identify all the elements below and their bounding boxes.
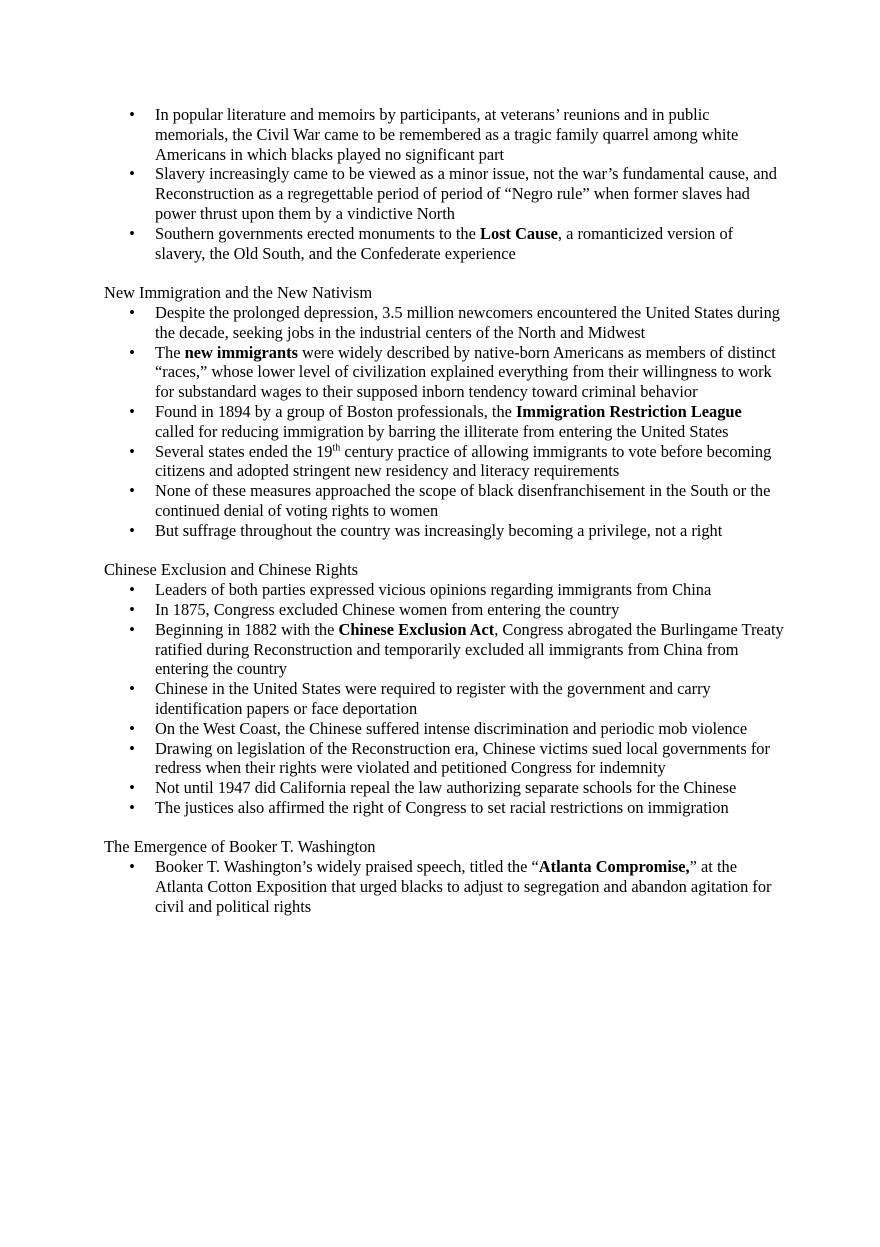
list-item xyxy=(104,521,784,541)
item-text: Chinese in the United States were required to register with the government and carry identification papers or face deportation xyxy=(155,679,711,718)
bullet-icon: • xyxy=(129,441,135,461)
item-text: Southern governments erected monuments to the xyxy=(155,223,481,243)
section-heading: New Immigration and the New Nativism xyxy=(104,283,373,303)
key-term: Atlanta Compromise, xyxy=(538,857,690,877)
item-text: , a romanticized version of slavery, the Old South, and the Confederate experience xyxy=(155,223,734,263)
item-text: The justices also affirmed the right of Congress to set racial restrictions on immigration xyxy=(155,797,729,817)
item-text: were widely described by native-born Americans as members of distinct “races,” whose lower level of civilization explained everything from their willingness to work for substandard wages to their supposed inborn tendency toward criminal behavior xyxy=(155,342,776,402)
bullet-icon: • xyxy=(129,223,135,243)
bullet-icon: • xyxy=(129,797,135,817)
list-item xyxy=(104,778,784,798)
notes-content xyxy=(104,105,784,917)
list-item xyxy=(104,303,784,343)
item-text: Several states ended the 19 xyxy=(155,441,333,461)
list-item xyxy=(104,857,784,916)
item-text: , Congress abrogated the Burlingame Treaty ratified during Reconstruction and temporarily excluded all immigrants from China from entering the country xyxy=(155,619,784,679)
section-list xyxy=(104,580,784,818)
item-text: called for reducing immigration by barring the illiterate from entering the United States xyxy=(155,421,729,441)
item-text: Booker T. Washington’s widely praised speech, titled the “ xyxy=(155,857,539,877)
list-item xyxy=(104,442,784,482)
bullet-icon: • xyxy=(129,481,135,501)
item-text: On the West Coast, the Chinese suffered intense discrimination and periodic mob violence xyxy=(155,718,748,738)
list-item xyxy=(104,600,784,620)
bullet-icon: • xyxy=(129,105,135,124)
list-item xyxy=(104,719,784,739)
bullet-icon: • xyxy=(129,580,135,600)
section-heading: The Emergence of Booker T. Washington xyxy=(104,837,376,857)
bullet-icon: • xyxy=(129,302,135,322)
item-text: Beginning in 1882 with the xyxy=(155,619,339,639)
bullet-icon: • xyxy=(129,520,135,540)
intro-list xyxy=(104,105,784,263)
bullet-icon: • xyxy=(129,164,135,184)
section-booker-washington xyxy=(104,837,784,916)
list-item xyxy=(104,620,784,679)
item-text: Slavery increasingly came to be viewed as a minor issue, not the war’s fundamental cause, and Reconstruction as a regregettable period of period of “Negro rule” when former slaves had power thrust upon them by a vindictive North xyxy=(155,164,777,223)
section-new-immigration xyxy=(104,283,784,540)
list-item xyxy=(104,679,784,719)
list-item xyxy=(104,481,784,521)
bullet-icon: • xyxy=(129,599,135,619)
key-term: Lost Cause xyxy=(480,223,558,243)
item-text: The xyxy=(155,342,185,362)
list-item xyxy=(104,164,784,223)
bullet-icon: • xyxy=(129,778,135,798)
item-text: None of these measures approached the scope of black disenfranchisement in the South or the continued denial of voting rights to women xyxy=(155,481,771,520)
list-item xyxy=(104,739,784,779)
superscript: th xyxy=(332,442,341,454)
bullet-icon: • xyxy=(129,679,135,699)
list-item xyxy=(104,402,784,442)
item-text: ” at the Atlanta Cotton Exposition that urged blacks to adjust to segregation and abandon agitation for civil and political rights xyxy=(155,857,772,916)
item-text: century practice of allowing immigrants to vote before becoming citizens and adopted stringent new residency and literacy requirements xyxy=(155,441,772,481)
item-text: Drawing on legislation of the Reconstruction era, Chinese victims sued local governments for redress when their rights were violated and petitioned Congress for indemnity xyxy=(155,738,770,778)
section-heading: Chinese Exclusion and Chinese Rights xyxy=(104,560,359,580)
bullet-icon: • xyxy=(129,738,135,758)
list-item xyxy=(104,343,784,402)
section-chinese-exclusion xyxy=(104,560,784,817)
item-text: Despite the prolonged depression, 3.5 million newcomers encountered the United States during the decade, seeking jobs in the industrial centers of the North and Midwest xyxy=(155,302,780,342)
bullet-icon: • xyxy=(129,619,135,639)
section-list xyxy=(104,303,784,541)
bullet-icon: • xyxy=(129,718,135,738)
bullet-icon: • xyxy=(129,857,135,877)
item-text: Found in 1894 by a group of Boston professionals, the xyxy=(155,401,517,421)
item-text: Leaders of both parties expressed vicious opinions regarding immigrants from China xyxy=(155,580,712,600)
key-term: Immigration Restriction League xyxy=(516,401,742,421)
item-text: Not until 1947 did California repeal the law authorizing separate schools for the Chinese xyxy=(155,778,737,798)
item-text: In popular literature and memoirs by participants, at veterans’ reunions and in public memorials, the Civil War came to be remembered as a tragic family quarrel among white Americans in which blacks played no significant part xyxy=(155,105,739,164)
key-term: new immigrants xyxy=(184,342,298,362)
key-term: Chinese Exclusion Act xyxy=(338,619,495,639)
list-item xyxy=(104,224,784,264)
list-item xyxy=(104,798,784,818)
bullet-icon: • xyxy=(129,342,135,362)
item-text: But suffrage throughout the country was increasingly becoming a privilege, not a right xyxy=(155,520,723,540)
item-text: In 1875, Congress excluded Chinese women from entering the country xyxy=(155,599,620,619)
section-list xyxy=(104,857,784,916)
bullet-icon: • xyxy=(129,401,135,421)
list-item xyxy=(104,580,784,600)
list-item xyxy=(104,105,784,164)
